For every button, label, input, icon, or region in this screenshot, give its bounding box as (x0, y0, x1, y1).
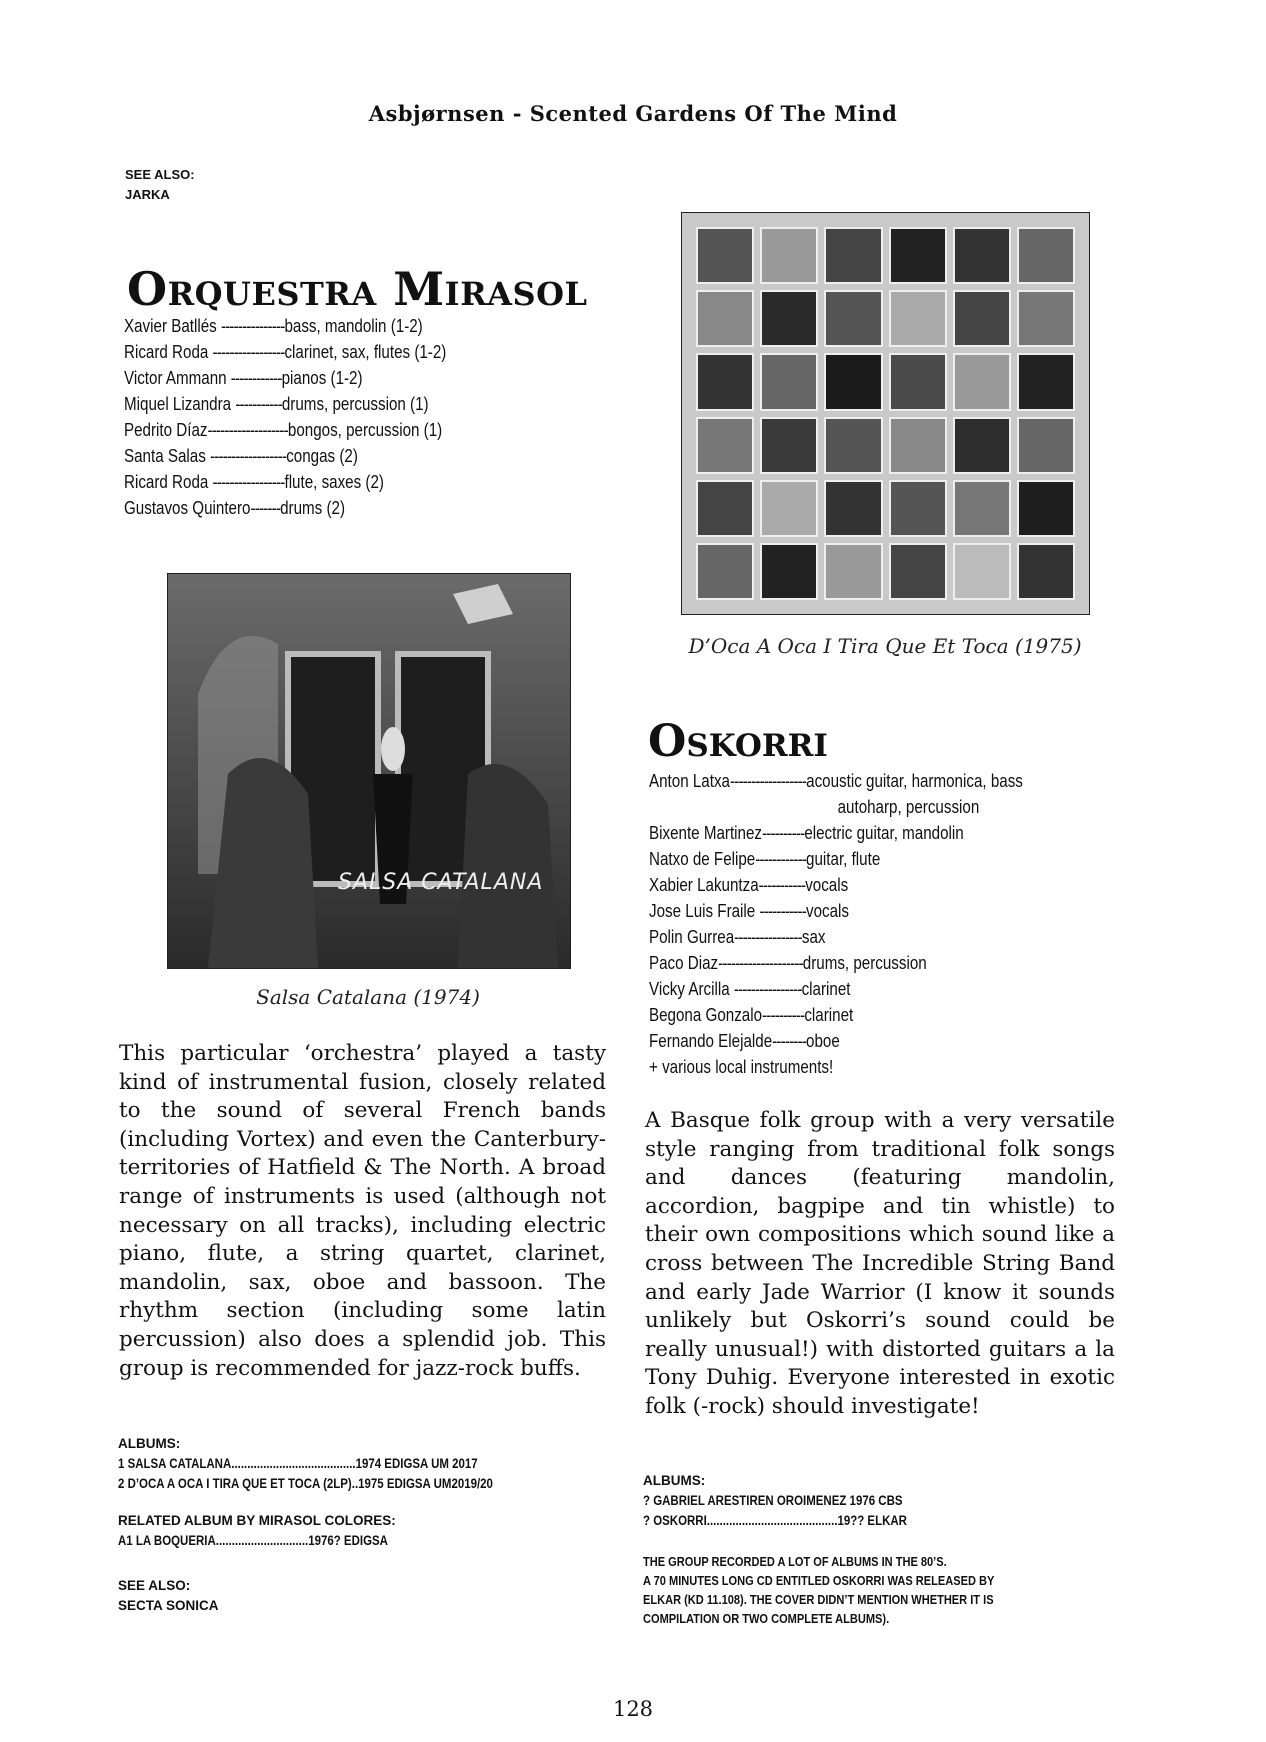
caption-salsa-catalana: Salsa Catalana (1974) (256, 985, 480, 1009)
musician-role: clarinet (801, 978, 851, 999)
musician-name: Fernando Elejalde (649, 1030, 773, 1051)
musician-role: sax (801, 926, 826, 947)
lineup-row (124, 443, 446, 469)
musician-name: Paco Diaz (649, 952, 719, 973)
lineup-row (124, 417, 446, 443)
leader-dashes: ----------------- (212, 341, 285, 362)
lineup-row (649, 820, 1023, 846)
lineup-row (649, 872, 1023, 898)
lineup-row (649, 898, 1023, 924)
musician-role: drums (2) (280, 497, 346, 518)
musician-name: Anton Latxa (649, 770, 730, 791)
musician-name: Xavier Batllés (124, 315, 221, 336)
related-label: RELATED ALBUM BY MIRASOL COLORES: (118, 1513, 396, 1528)
leader-dashes: ------------------- (207, 419, 288, 440)
see-also-label: SEE ALSO: (118, 1578, 191, 1593)
leader-dashes: ----------- (235, 393, 282, 414)
note-line: THE GROUP RECORDED A LOT OF ALBUMS IN THE 80’S. (643, 1554, 947, 1569)
leader-dashes: ------------------ (729, 770, 807, 791)
lineup-row (124, 495, 446, 521)
album-entry: ? OSKORRI.........................................19?? ELKAR (643, 1513, 907, 1528)
description-oskorri: A Basque folk group with a very versatile style ranging from traditional folk songs and dances (featuring mandolin, accordion, bagpipe and tin whistle) to their own compositions which sound like a cross between The Incredible String Band and early Jade Warrior (I know it sounds unlikely but Oskorri’s sound could be really unusual!) with distorted guitars a la Tony Duhig. Everyone interested in exotic folk (-rock) should investigate! (645, 1108, 1115, 1419)
lineup-row (649, 1054, 1023, 1080)
lineup-row (124, 365, 446, 391)
band-title-orquestra-mirasol: Orquestra Mirasol (127, 262, 588, 316)
leader-dashes: ---------------- (734, 926, 802, 947)
see-also-item: SECTA SONICA (118, 1598, 219, 1613)
albums-orquestra-mirasol (118, 1434, 559, 1494)
leader-dashes: ----------------- (212, 471, 285, 492)
running-title: Asbjørnsen - Scented Gardens Of The Mind (368, 101, 898, 126)
note-line: COMPILATION OR TWO COMPLETE ALBUMS). (643, 1611, 890, 1626)
musician-role: autoharp, percussion (837, 796, 980, 817)
musician-role: vocals (805, 874, 849, 895)
musician-role: vocals (806, 900, 850, 921)
lineup-row (124, 313, 446, 339)
note-line: A 70 MINUTES LONG CD ENTITLED OSKORRI WAS RELEASED BY (643, 1573, 995, 1588)
cover-mosaic (696, 227, 1075, 600)
musician-name: Santa Salas (124, 445, 211, 466)
musician-name: Vicky Arcilla (649, 978, 734, 999)
salsa-cover-art (168, 574, 570, 968)
leader-dashes: ------------ (755, 848, 807, 869)
musician-name: Bixente Martinez (649, 822, 762, 843)
musician-role: drums, percussion (802, 952, 927, 973)
lineup-row (124, 339, 446, 365)
musician-name: Begona Gonzalo (649, 1004, 763, 1025)
note-line: ELKAR (KD 11.108). THE COVER DIDN’T MENTION WHETHER IT IS (643, 1592, 994, 1607)
musician-name: Xabier Lakuntza (649, 874, 759, 895)
musician-name: + various local instruments! (649, 1056, 834, 1077)
musician-name: Jose Luis Fraile (649, 900, 760, 921)
musician-name: Gustavos Quintero (124, 497, 251, 518)
album-entry: ? GABRIEL ARESTIREN OROIMENEZ 1976 CBS (643, 1493, 903, 1508)
musician-role: bass, mandolin (1-2) (284, 315, 423, 336)
lineup-row (124, 391, 446, 417)
page-number: 128 (612, 1697, 654, 1721)
see-also-orquestra (118, 1576, 219, 1616)
cover-title-salsa-catalana: SALSA CATALANA (338, 870, 544, 895)
band-title-oskorri: Oskorri (648, 716, 828, 767)
musician-role: clarinet, sax, flutes (1-2) (284, 341, 447, 362)
lineup-oskorri (649, 768, 1105, 1080)
musician-name: Miquel Lizandra (124, 393, 236, 414)
see-also-item: JARKA (125, 187, 170, 202)
caption-doca-a-oca: D’Oca A Oca I Tira Que Et Toca (1975) (688, 634, 1082, 658)
musician-name: Victor Ammann (124, 367, 231, 388)
leader-dashes: ------- (250, 497, 281, 518)
description-orquestra-mirasol: This particular ‘orchestra’ played a tasty kind of instrumental fusion, closely related to the sound of several French bands (including Vortex) and even the Canterbury-territories of Hatfield & The North. A broad range of instruments is used (although not necessary on all tracks), including electric piano, flute, a string quartet, clarinet, mandolin, sax, oboe and bassoon. The rhythm section (including some latin percussion) also does a splendid job. This group is recommended for jazz-rock buffs. (119, 1041, 606, 1381)
leader-dashes: ---------- (761, 822, 805, 843)
leader-dashes: -------- (772, 1030, 807, 1051)
related-album-mirasol-colores (118, 1511, 436, 1551)
lineup-row (649, 950, 1023, 976)
lineup-row (649, 1028, 1023, 1054)
lineup-row (649, 924, 1023, 950)
albums-oskorri (643, 1471, 954, 1531)
lineup-orquestra-mirasol (124, 313, 517, 521)
musician-name: Pedrito Díaz (124, 419, 208, 440)
musician-role: oboe (806, 1030, 840, 1051)
lineup-row (649, 768, 1023, 794)
album-entry: A1 LA BOQUERIA.............................1976? EDIGSA (118, 1533, 388, 1548)
musician-role: flute, saxes (2) (284, 471, 384, 492)
lineup-row (649, 794, 1023, 820)
musician-role: guitar, flute (806, 848, 881, 869)
leader-dashes: ----------- (759, 900, 807, 921)
leader-dashes: ------------ (230, 367, 282, 388)
musician-name: Natxo de Felipe (649, 848, 756, 869)
lineup-row (649, 976, 1023, 1002)
musician-role: clarinet (804, 1004, 854, 1025)
albums-label: ALBUMS: (643, 1473, 706, 1488)
musician-name: Polin Gurrea (649, 926, 735, 947)
leader-dashes: --------------- (220, 315, 285, 336)
leader-dashes: ---------------- (733, 978, 802, 999)
leader-dashes: ----------- (758, 874, 806, 895)
album-cover-salsa-catalana (167, 573, 571, 969)
leader-dashes: ------------------ (210, 445, 287, 466)
lineup-row (649, 1002, 1023, 1028)
musician-role: drums, percussion (1) (281, 393, 429, 414)
see-also-label: SEE ALSO: (125, 167, 195, 182)
musician-role: bongos, percussion (1) (287, 419, 443, 440)
musician-name: Ricard Roda (124, 471, 213, 492)
album-entry: 1 SALSA CATALANA.......................................1974 EDIGSA UM 2017 (118, 1456, 478, 1471)
album-entry: 2 D’OCA A OCA I TIRA QUE ET TOCA (2LP)..1975 EDIGSA UM2019/20 (118, 1476, 493, 1491)
top-see-also (125, 165, 195, 205)
lineup-row (124, 469, 446, 495)
musician-role: electric guitar, mandolin (804, 822, 964, 843)
leader-dashes: ---------- (762, 1004, 805, 1025)
album-cover-doca-a-oca (681, 212, 1090, 615)
musician-name: Ricard Roda (124, 341, 213, 362)
musician-role: pianos (1-2) (281, 367, 363, 388)
musician-role: congas (2) (286, 445, 358, 466)
albums-label: ALBUMS: (118, 1436, 181, 1451)
leader-dashes: -------------------- (718, 952, 803, 973)
note-oskorri (643, 1552, 1056, 1628)
lineup-row (649, 846, 1023, 872)
musician-role: acoustic guitar, harmonica, bass (806, 770, 1023, 791)
